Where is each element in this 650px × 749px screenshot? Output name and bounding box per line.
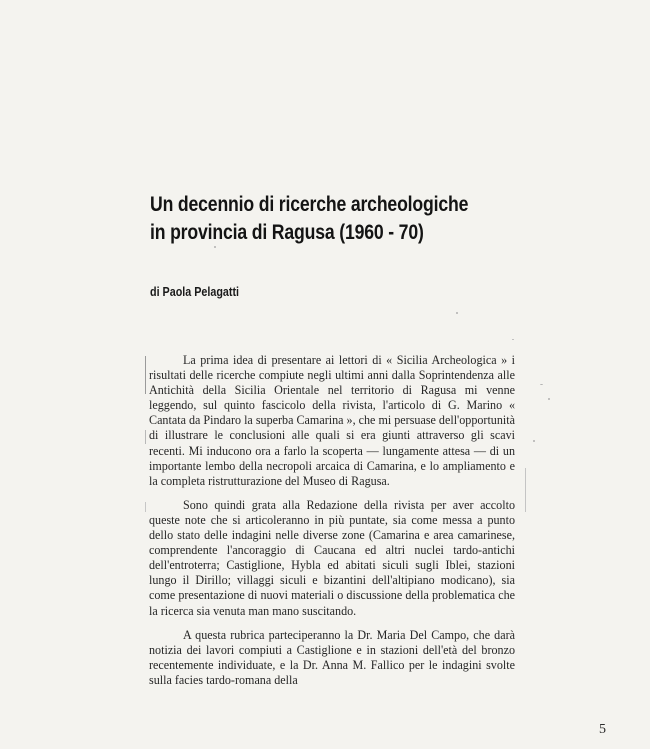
scan-speck	[533, 440, 535, 442]
scan-speck	[512, 339, 514, 340]
body-paragraph-2: Sono quindi grata alla Redazione della rivista per aver accolto queste note che si articoleranno in più puntate, sia come messa a punto dello stato delle indagini nelle diverse zone (Camarina e area camarinese, comprendente l'ancoraggio di Caucana ed altri nuclei tardo-antichi dell'entroterra; Castiglione, Hybla ed abitati siculi sugli Iblei, stazioni lungo il Dirillo; villaggi siculi e bizantini dell'altipiano modicano), sia come presentazione di nuovi materiali o discussione della problematica che la ricerca sia venuta man mano suscitando.	[149, 497, 515, 618]
article-title-line-2: in provincia di Ragusa (1960 - 70)	[150, 221, 424, 244]
article-author: di Paola Pelagatti	[150, 285, 240, 299]
article-body	[149, 353, 515, 688]
page-number: 5	[599, 722, 606, 737]
body-paragraph-3: A questa rubrica parteciperanno la Dr. Maria Del Campo, che darà notizia dei lavori compiuti a Castiglione e in stazioni dell'età del bronzo recentemente individuate, e la Dr. Anna M. Fallico per le indagini svolte sulla facies tardo-romana della	[149, 627, 515, 687]
body-paragraph-1: La prima idea di presentare ai lettori di « Sicilia Archeologica » i risultati delle ricerche compiute negli ultimi anni dalla Soprintendenza alle Antichità della Sicilia Orientale nel territorio di Ragusa mi venne leggendo, sul quinto fascicolo della rivista, l'articolo di G. Marino « Cantata da Pindaro la superba Camarina », che mi persuase dell'opportunità di illustrare le conclusioni alle quali si era giunti attraverso gli scavi recenti. Mi inducono ora a farlo la scoperta — lungamente attesa — di un importante lembo della necropoli arcaica di Camarina, e lo ampliamento e la completa ristrutturazione del Museo di Ragusa.	[149, 353, 515, 488]
article-title	[150, 191, 503, 247]
margin-rule	[525, 468, 526, 512]
scan-speck	[540, 384, 543, 385]
margin-rule	[145, 502, 146, 512]
scan-speck	[214, 246, 216, 248]
margin-rule	[145, 430, 146, 444]
scan-speck	[548, 398, 550, 400]
scan-speck	[456, 312, 458, 314]
article-title-line-1: Un decennio di ricerche archeologiche	[150, 193, 469, 216]
margin-rule	[145, 356, 146, 394]
